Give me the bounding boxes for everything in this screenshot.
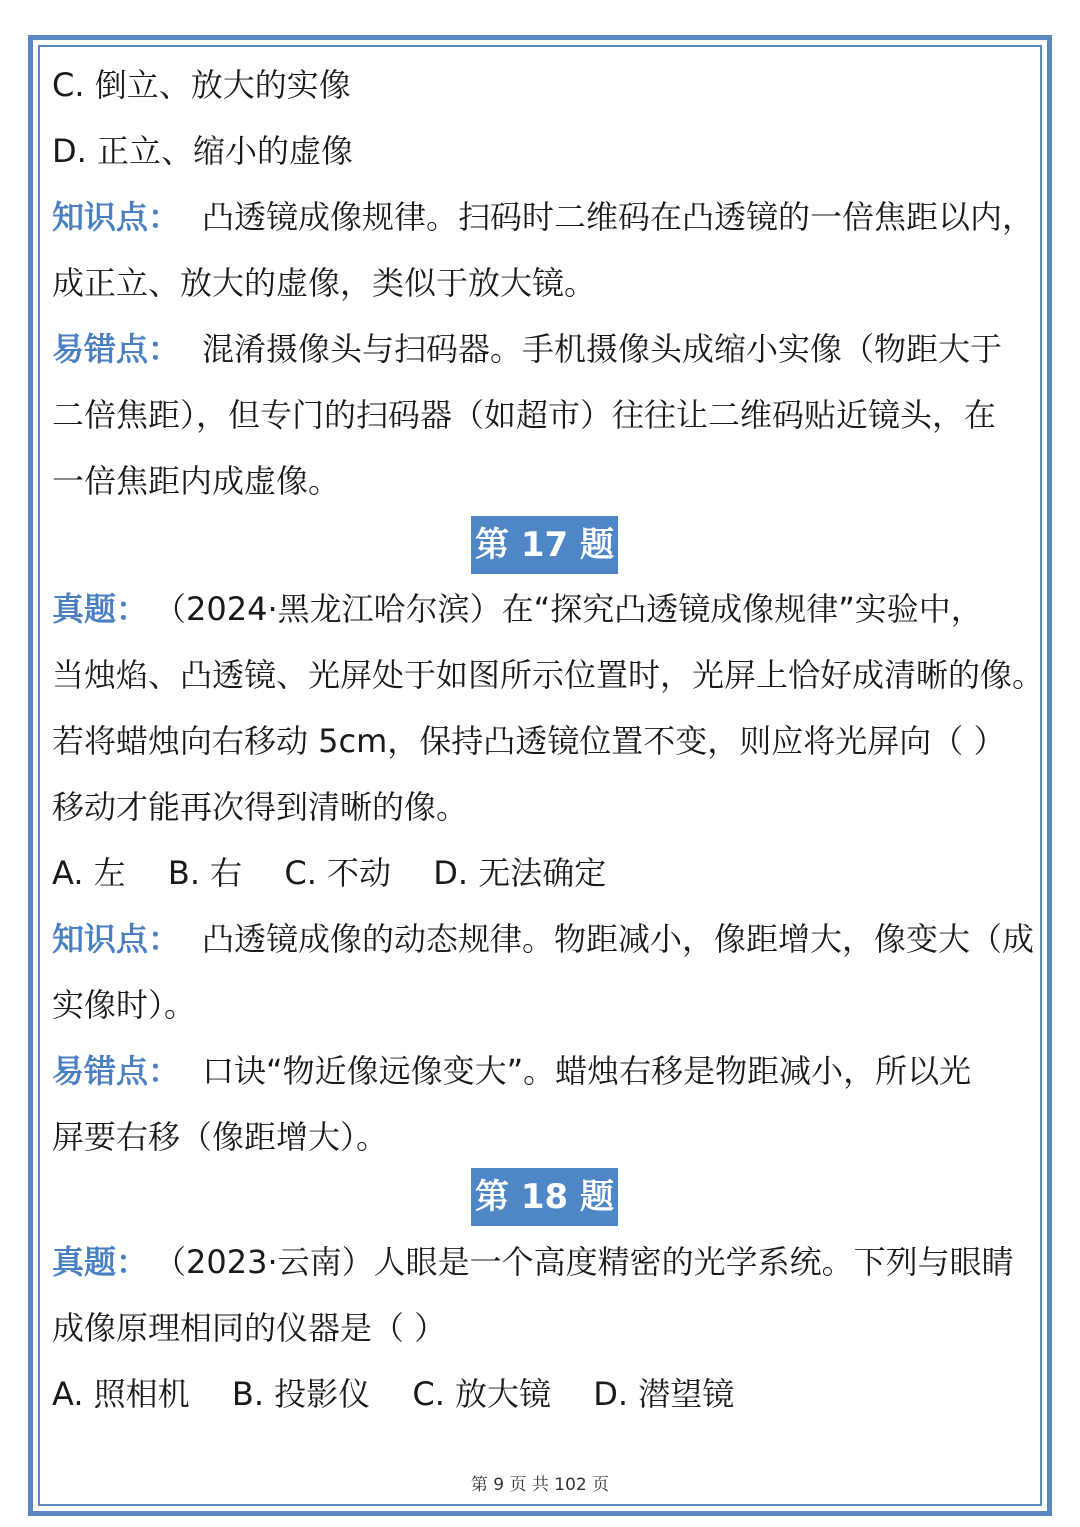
q17-error-line-1 (52, 1038, 1037, 1104)
q17-question-line-3: 若将蜡烛向右移动 5cm，保持凸透镜位置不变，则应将光屏向（ ） (52, 722, 1006, 760)
q18-heading-wrap (52, 1164, 1037, 1230)
q17-question-line-4: 移动才能再次得到清晰的像。 (52, 788, 469, 826)
q17-option-c: C. 不动 (284, 854, 392, 892)
knowledge-label: 知识点： (52, 920, 181, 958)
q18-options (52, 1361, 1037, 1427)
error-label: 易错点： (52, 330, 181, 368)
prev-option-d: D. 正立、缩小的虚像 (52, 132, 353, 170)
question-text: （2024·黑龙江哈尔滨）在“探究凸透镜成像规律”实验中， (170, 590, 983, 628)
prev-error-line-3: 一倍焦距内成虚像。 (52, 462, 341, 500)
q17-question-line-1 (52, 576, 1037, 642)
q18-question-line-2: 成像原理相同的仪器是（ ） (52, 1309, 447, 1347)
knowledge-text: 凸透镜成像规律。扫码时二维码在凸透镜的一倍焦距以内， (202, 198, 1035, 236)
page-number: 第 9 页 共 102 页 (470, 1475, 610, 1495)
q17-heading-wrap (52, 512, 1037, 578)
q18-heading: 第 18 题 (471, 1168, 618, 1226)
prev-error-line-1 (52, 316, 1037, 382)
error-text: 混淆摄像头与扫码器。手机摄像头成缩小实像（物距大于 (202, 330, 1003, 368)
q17-knowledge-line-2: 实像时）。 (52, 986, 197, 1024)
error-label: 易错点： (52, 1052, 181, 1090)
prev-error-line-2: 二倍焦距），但专门的扫码器（如超市）往往让二维码贴近镜头，在 (52, 396, 997, 434)
question-label: 真题： (52, 590, 149, 628)
question-label: 真题： (52, 1243, 149, 1281)
q18-option-a: A. 照相机 (52, 1375, 190, 1413)
q18-option-c: C. 放大镜 (412, 1375, 552, 1413)
prev-knowledge-line-2: 成正立、放大的虚像，类似于放大镜。 (52, 264, 597, 302)
q17-heading: 第 17 题 (471, 516, 618, 574)
q17-error-line-2: 屏要右移（像距增大）。 (52, 1118, 389, 1156)
q18-option-d: D. 潜望镜 (593, 1375, 735, 1413)
question-text: （2023·云南）人眼是一个高度精密的光学系统。下列与眼睛 (170, 1243, 1014, 1281)
q17-knowledge-line-1 (52, 906, 1037, 972)
q17-option-a: A. 左 (52, 854, 126, 892)
q18-option-b: B. 投影仪 (231, 1375, 371, 1413)
prev-option-c: C. 倒立、放大的实像 (52, 66, 351, 104)
q17-option-b: B. 右 (167, 854, 243, 892)
q17-options (52, 840, 1037, 906)
knowledge-text: 凸透镜成像的动态规律。物距减小，像距增大，像变大（成 (202, 920, 1035, 958)
knowledge-label: 知识点： (52, 198, 181, 236)
error-text: 口诀“物近像远像变大”。蜡烛右移是物距减小，所以光 (202, 1052, 972, 1090)
q17-question-line-2: 当烛焰、凸透镜、光屏处于如图所示位置时，光屏上恰好成清晰的像。 (52, 656, 1045, 694)
q18-question-line-1 (52, 1229, 1037, 1295)
prev-knowledge-line-1 (52, 184, 1037, 250)
q17-option-d: D. 无法确定 (433, 854, 607, 892)
